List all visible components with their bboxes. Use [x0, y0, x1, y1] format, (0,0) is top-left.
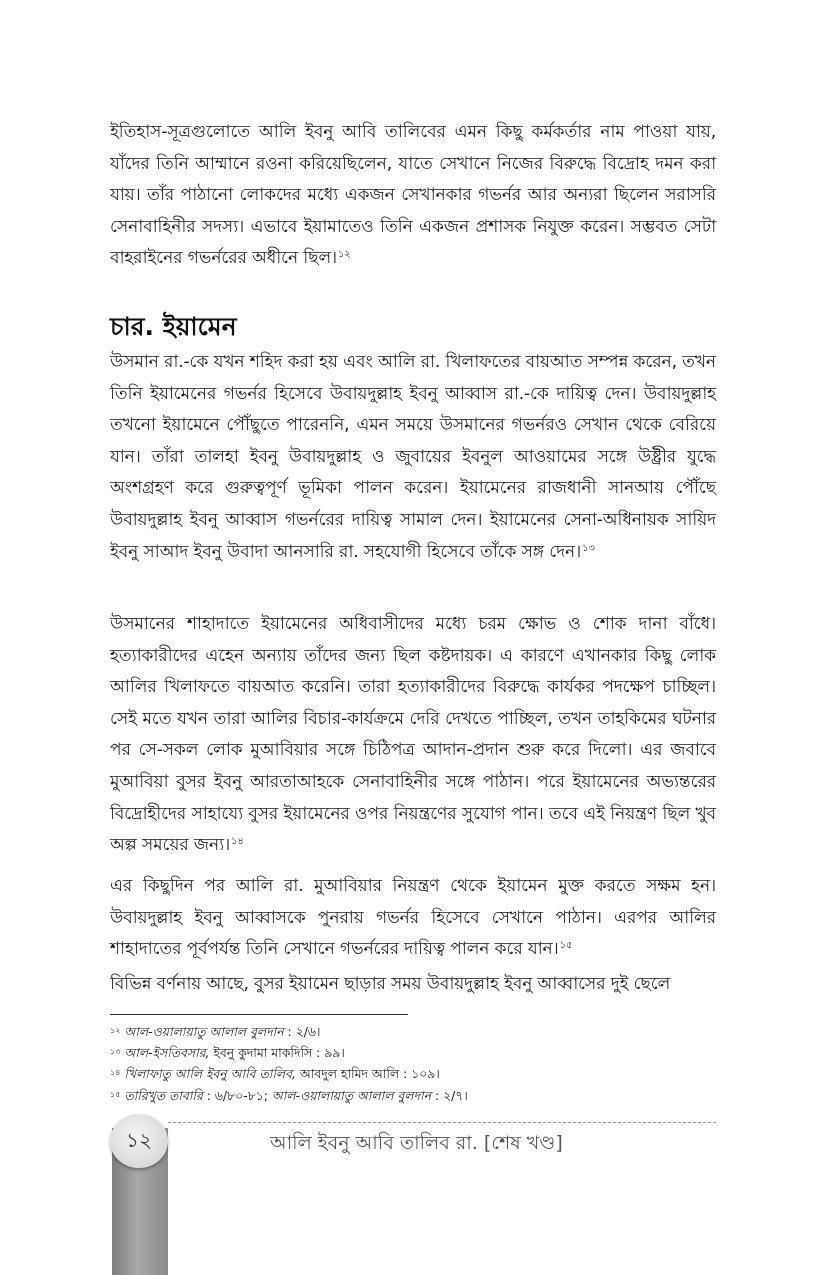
footnote-number: ১৫ — [110, 1089, 121, 1099]
paragraph-1-text: ইতিহাস-সূত্রগুলোতে আলি ইবনু আবি তালিবের এমন কিছু কর্মকর্তার নাম পাওয়া যায়, যাঁদের তিনি আম্মানে রওনা করিয়েছিলেন, যাতে সেখানে নিজের বিরুদ্ধে বিদ্রোহ দমন করা যায়। তাঁর পাঠানো লোকদের মধ্যে একজন সেখানকার গভর্নর আর অন্যরা ছিলেন সরাসরি সেনাবাহিনীর সদস্য। এভাবে ইয়ামাতেও তিনি একজন প্রশাসক নিযুক্ত করেন। সম্ভবত সেটা বাহরাইনের গভর্নরের অধীনে ছিল। — [110, 122, 716, 269]
footnote-13 — [110, 1042, 730, 1063]
footnote-ref-15: ১৫ — [559, 940, 573, 952]
footnote-number: ১৩ — [110, 1047, 121, 1057]
footnote-source-title: খিলাফাতু আলি ইবনু আবি তালিব, — [124, 1066, 296, 1082]
footnote-14 — [110, 1063, 730, 1084]
paragraph-1 — [110, 117, 716, 275]
page-number: ১২ — [126, 1128, 152, 1152]
paragraph-3 — [110, 609, 716, 862]
footnote-source-detail-2: : ২/৭। — [431, 1087, 468, 1103]
footnotes — [110, 1021, 730, 1106]
footnote-ref-13: ১৩ — [582, 542, 595, 554]
paragraph-5-text: বিভিন্ন বর্ণনায় আছে, বুসর ইয়ামেন ছাড়ার সময় উবায়দুল্লাহ ইবনু আব্বাসের দুই ছেলে — [110, 974, 671, 994]
paragraph-3-text: উসমানের শাহাদাতে ইয়ামেনের অধিবাসীদের মধ্যে চরম ক্ষোভ ও শোক দানা বাঁধে। হত্যাকারীদের এহেন অন্যায় তাঁদের জন্য ছিল কষ্টদায়ক। এ কারণে এখানকার কিছু লোক আলির খিলাফতে বায়আত করেনি। তারা হত্যাকারীদের বিরুদ্ধে কার্যকর পদক্ষেপ চাচ্ছিল। সেই মতে যখন তারা আলির বিচার-কার্যক্রমে দেরি দেখতে পাচ্ছিল, তখন তাহকিমের ঘটনার পর সে-সকল লোক মুআবিয়ার সঙ্গে চিঠিপত্র আদান-প্রদান শুরু করে দিলো। এর জবাবে মুআবিয়া বুসর ইবনু আরতাআহকে সেনাবাহিনীর সঙ্গে পাঠান। পরে ইয়ামেনের অভ্যন্তরের বিদ্রোহীদের সাহায্যে বুসর ইয়ামেনের ওপর নিয়ন্ত্রণের সুযোগ পান। তবে এই নিয়ন্ত্রণ ছিল খুব অল্প সময়ের জন্য। — [110, 614, 716, 856]
paragraph-2 — [110, 347, 716, 568]
footnote-source-title: আল-ওয়ালায়াতু আলাল বুলদান — [124, 1024, 284, 1039]
footnote-ref-12: ১২ — [338, 249, 351, 261]
footnote-source-detail: : ৬/৮০-৮১; — [202, 1087, 272, 1103]
footnote-source-title: আল-ইসতিবসার, — [124, 1045, 210, 1061]
footnote-source-title-2: আল-ওয়ালায়াতু আলাল বুলদান — [271, 1087, 432, 1103]
footnote-source-title: তারিখুত তাবারি — [124, 1087, 203, 1103]
footer-dashed-divider — [168, 1122, 716, 1123]
footnote-source-detail: : ২/৬। — [283, 1024, 321, 1039]
paragraph-4 — [110, 871, 716, 966]
footnote-source-detail: ইবনু কুদামা মাকদিসি : ৯৯। — [209, 1045, 345, 1061]
paragraph-5 — [110, 969, 716, 1001]
footnote-divider — [110, 1014, 408, 1015]
paragraph-2-text: উসমান রা.-কে যখন শহিদ করা হয় এবং আলি রা. খিলাফতের বায়আত সম্পন্ন করেন, তখন তিনি ইয়ামেনের গভর্নর হিসেবে উবায়দুল্লাহ ইবনু আব্বাস রা.-কে দায়িত্ব দেন। উবায়দুল্লাহ তখনো ইয়ামেনে পৌঁছুতে পারেননি, এমন সময়ে উসমানের গভর্নরও সেখান থেকে বেরিয়ে যান। তাঁরা তালহা ইবনু উবায়দুল্লাহ ও জুবায়ের ইবনুল আওয়ামের সঙ্গে উষ্ট্রীর যুদ্ধে অংশগ্রহণ করে গুরুত্বপূর্ণ ভূমিকা পালন করেন। ইয়ামেনের রাজধানী সানআয় পৌঁছে উবায়দুল্লাহ ইবনু আব্বাস গভর্নরের দায়িত্ব সামাল দেন। ইয়ামেনের সেনা-অধিনায়ক সায়িদ ইবনু সাআদ ইবনু উবাদা আনসারি রা. সহযোগী হিসেবে তাঁকে সঙ্গ দেন। — [110, 352, 716, 562]
footnote-source-detail: আবদুল হামিদ আলি : ১০৯। — [295, 1066, 440, 1082]
footnote-15 — [110, 1085, 730, 1106]
footnote-12 — [110, 1021, 730, 1042]
running-title: আলি ইবনু আবি তালিব রা. [শেষ খণ্ড] — [270, 1132, 563, 1154]
footnote-number: ১২ — [110, 1026, 121, 1035]
footnote-ref-14: ১৪ — [231, 836, 244, 848]
footnote-number: ১৪ — [110, 1068, 121, 1078]
section-heading: চার. ইয়ামেন — [110, 312, 237, 341]
paragraph-4-text: এর কিছুদিন পর আলি রা. মুআবিয়ার নিয়ন্ত্রণ থেকে ইয়ামেন মুক্ত করতে সক্ষম হন। উবায়দুল্লাহ ইবনু আব্বাসকে পুনরায় গভর্নর হিসেবে সেখানে পাঠান। এরপর আলির শাহাদাতের পূর্বপর্যন্ত তিনি সেখানে গভর্নরের দায়িত্ব পালন করে যান। — [110, 876, 716, 960]
